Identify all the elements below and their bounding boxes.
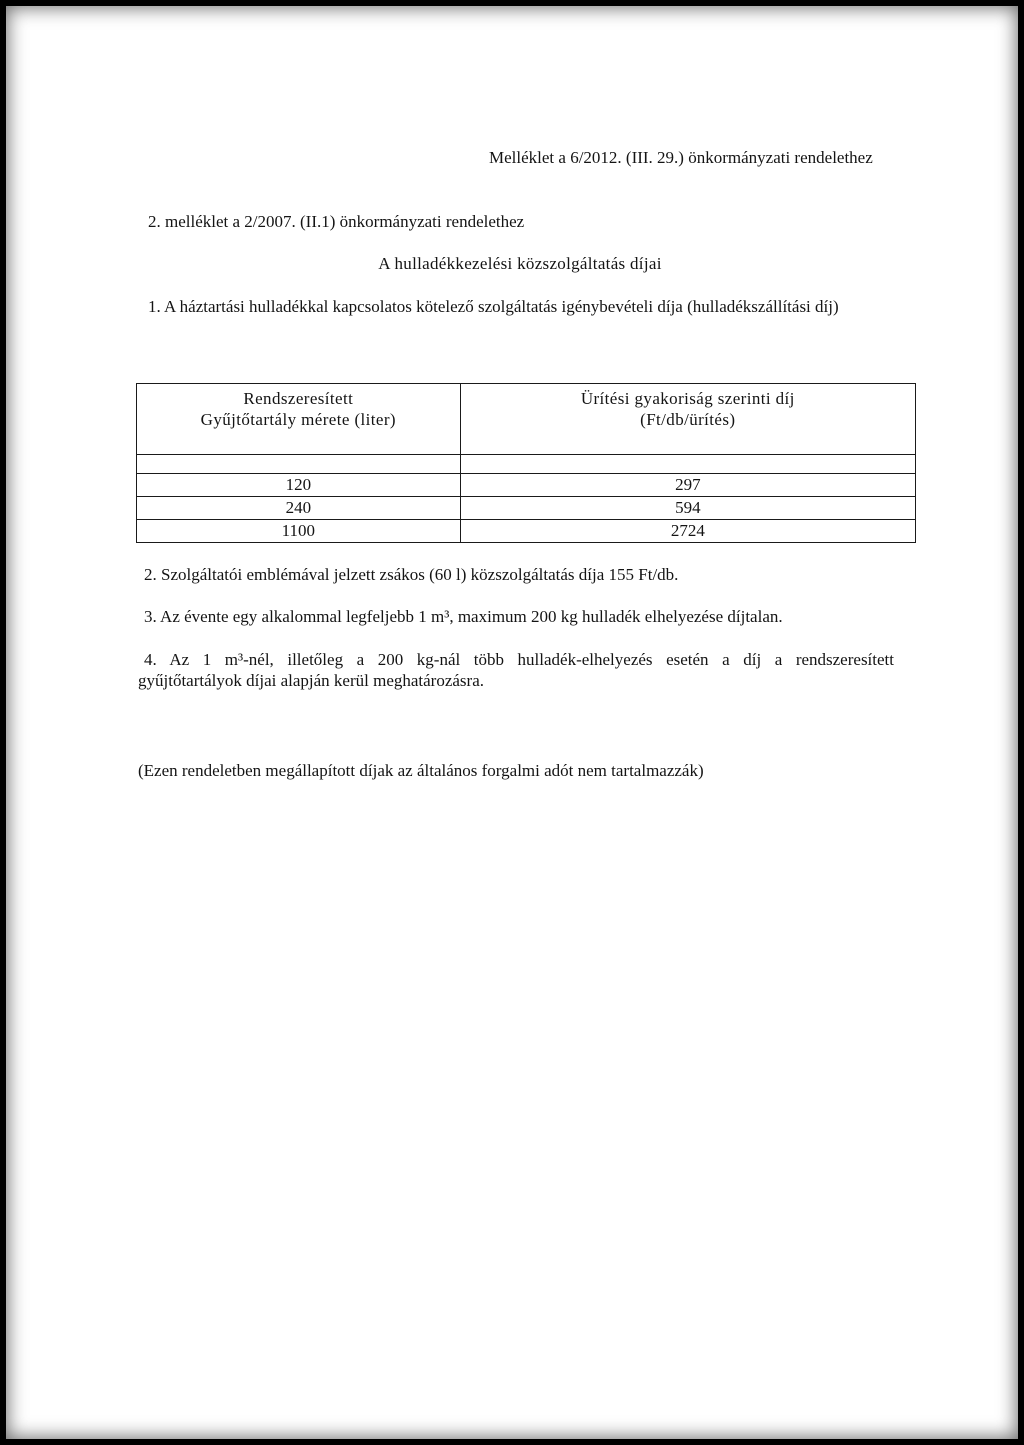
table-row <box>137 474 916 497</box>
cell-container-size: 1100 <box>137 520 461 543</box>
table-header-row <box>137 384 916 455</box>
fee-table <box>136 383 916 543</box>
item-4-paragraph <box>138 649 894 691</box>
cell-container-size: 120 <box>137 474 461 497</box>
table-row <box>137 520 916 543</box>
item-3-text: 3. Az évente egy alkalommal legfeljebb 1 m³, maximum 200 kg hulladék elhelyezése díjtalan. <box>144 607 783 626</box>
sub-annex-title: 2. melléklet a 2/2007. (II.1) önkormányzati rendelethez <box>148 212 525 231</box>
item-4-line-2: gyűjtőtartályok díjai alapján kerül meghatározásra. <box>138 671 485 690</box>
cell-fee: 2724 <box>460 520 915 543</box>
item-2-text: 2. Szolgáltatói emblémával jelzett zsákos (60 l) közszolgáltatás díja 155 Ft/db. <box>144 565 679 584</box>
header-fee-line1: Ürítési gyakoriság szerinti díj <box>580 389 795 408</box>
table-spacer-row <box>137 455 916 474</box>
header-container-size <box>137 384 461 455</box>
header-container-size-line2: Gyűjtőtartály mérete (liter) <box>200 410 396 429</box>
header-fee <box>460 384 915 455</box>
cell-container-size: 240 <box>137 497 461 520</box>
header-container-size-line1: Rendszeresített <box>243 389 354 408</box>
item-1-text: 1. A háztartási hulladékkal kapcsolatos kötelező szolgáltatás igénybevételi díja (hulladékszállítási díj) <box>148 297 839 316</box>
cell-fee: 297 <box>460 474 915 497</box>
vat-note: (Ezen rendeletben megállapított díjak az általános forgalmi adót nem tartalmazzák) <box>138 761 704 780</box>
annex-header: Melléklet a 6/2012. (III. 29.) önkormányzati rendelethez <box>489 148 873 167</box>
section-title: A hulladékkezelési közszolgáltatás díjai <box>378 254 662 273</box>
item-4-line-1: 4. Az 1 m³-nél, illetőleg a 200 kg-nál több hulladék-elhelyezés esetén a díj a rendszeresített <box>144 650 894 669</box>
table-row <box>137 497 916 520</box>
spacer-cell-left <box>137 455 461 474</box>
header-fee-line2: (Ft/db/ürítés) <box>640 410 736 429</box>
spacer-cell-right <box>460 455 915 474</box>
cell-fee: 594 <box>460 497 915 520</box>
